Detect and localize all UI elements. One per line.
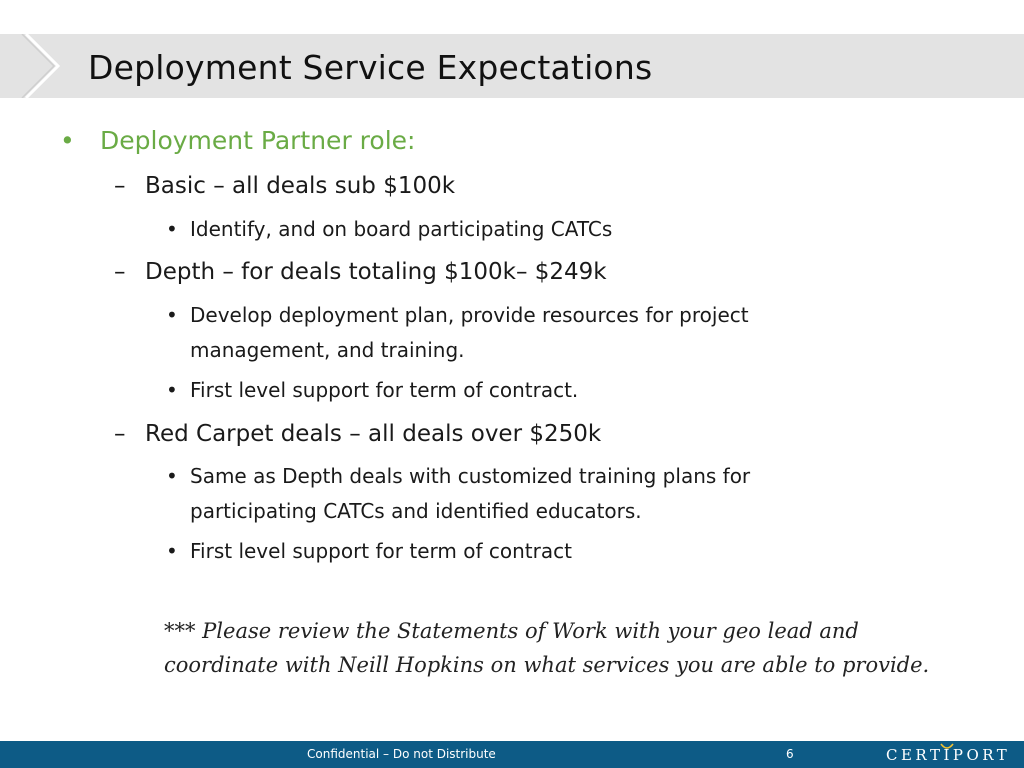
list-item: Identify, and on board participating CATCs — [190, 217, 613, 241]
footer-bar — [0, 741, 1024, 768]
bullet-marker: • — [166, 303, 178, 327]
dash-marker: – — [114, 259, 126, 285]
page-number: 6 — [786, 747, 794, 761]
bullet-marker: • — [166, 378, 178, 402]
dash-marker: – — [114, 173, 126, 199]
tier-depth-label: Depth – for deals totaling $100k– $249k — [145, 259, 607, 285]
list-item-continuation: management, and training. — [190, 338, 465, 362]
list-item-continuation: participating CATCs and identified educators. — [190, 499, 642, 523]
note-line: *** Please review the Statements of Work with your geo lead and — [164, 619, 859, 643]
tier-basic-label: Basic – all deals sub $100k — [145, 173, 456, 199]
bullet-marker: • — [60, 126, 75, 155]
section-heading: Deployment Partner role: — [100, 126, 416, 155]
list-item: First level support for term of contract. — [190, 378, 579, 402]
list-item: First level support for term of contract — [190, 539, 572, 563]
tier-red-carpet-label: Red Carpet deals – all deals over $250k — [145, 421, 602, 447]
list-item: Same as Depth deals with customized training plans for — [190, 464, 751, 488]
bullet-marker: • — [166, 539, 178, 563]
bullet-marker: • — [166, 217, 178, 241]
dash-marker: – — [114, 421, 126, 447]
confidential-notice: Confidential – Do not Distribute — [307, 747, 496, 761]
list-item: Develop deployment plan, provide resources for project — [190, 303, 749, 327]
logo-mark-icon — [940, 743, 954, 753]
slide-title: Deployment Service Expectations — [88, 48, 653, 87]
certiport-logo: CERTIPORT — [886, 746, 1011, 764]
chevron-icon — [0, 34, 60, 98]
bullet-marker: • — [166, 464, 178, 488]
review-note — [164, 614, 964, 682]
note-line: coordinate with Neill Hopkins on what services you are able to provide. — [164, 653, 930, 677]
